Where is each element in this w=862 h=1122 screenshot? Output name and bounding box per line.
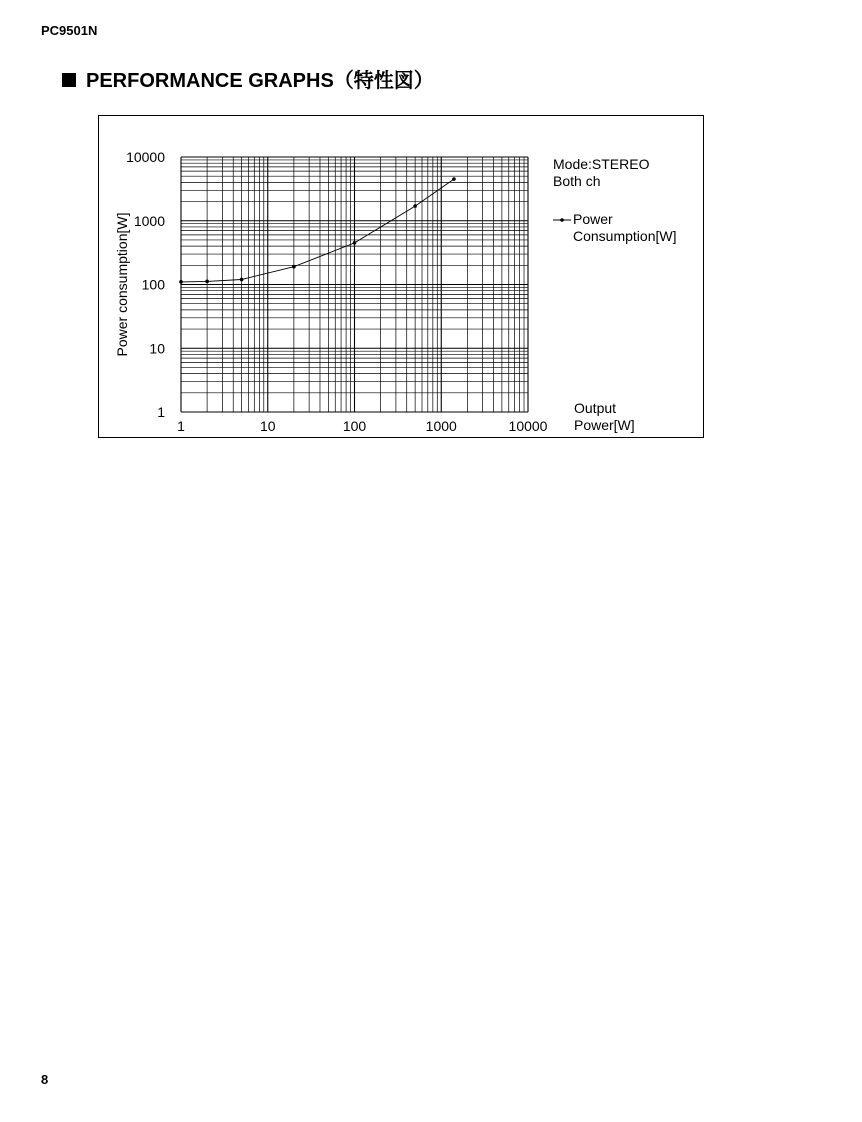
section-title-text: PERFORMANCE GRAPHS（特性図） [86,70,434,92]
x-tick-label: 10 [259,418,276,434]
x-axis-label: Power[W] [574,417,635,433]
legend-label: Power [573,211,613,227]
mode-annotation: Mode:STEREO [553,156,650,172]
x-tick-label: 1 [177,418,185,434]
data-point [353,241,357,245]
mode-annotation: Both ch [553,173,601,189]
chart-grid [181,157,528,412]
y-tick-label: 1 [157,404,165,420]
legend-marker [560,218,564,222]
chart-labels [114,149,676,434]
square-bullet-icon [62,73,76,87]
data-point [240,278,244,282]
x-tick-label: 10000 [508,418,548,434]
data-point [292,265,296,269]
data-point [205,280,209,284]
model-header: PC9501N [41,23,98,38]
y-tick-label: 10 [149,340,165,357]
y-axis-label: Power consumption[W] [114,212,130,357]
section-title [62,64,434,93]
data-point [413,204,417,208]
x-axis-label: Output [574,400,617,416]
y-tick-label: 1000 [133,212,165,229]
chart-frame [98,115,704,438]
x-tick-label: 1000 [425,418,457,434]
data-point [179,280,183,284]
data-point [452,177,456,181]
y-tick-label: 10000 [126,149,165,165]
legend-label: Consumption[W] [573,228,677,244]
x-tick-label: 100 [342,418,367,434]
y-tick-label: 100 [141,276,165,293]
page-number: 8 [41,1072,49,1087]
performance-chart [99,116,703,437]
